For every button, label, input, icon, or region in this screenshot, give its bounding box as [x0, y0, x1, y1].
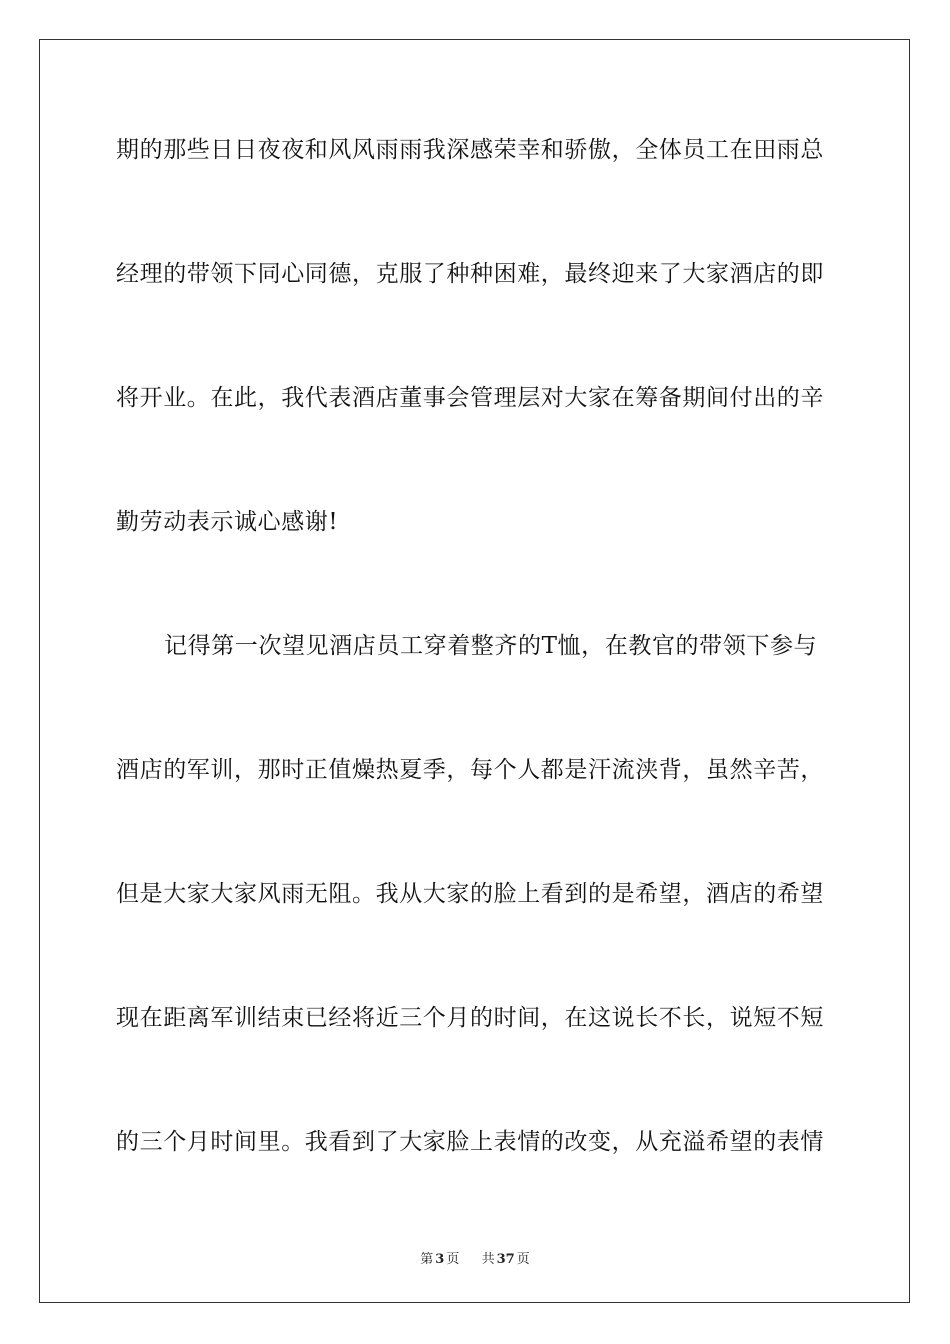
document-body	[116, 120, 836, 1236]
text-line: 酒店的军训，那时正值燥热夏季，每个人都是汗流浃背，虽然辛苦，	[116, 757, 824, 783]
paragraph-first-line: 记得第一次望见酒店员工穿着整齐的T恤，在教官的带领下参与	[164, 633, 818, 659]
text-line: 但是大家大家风雨无阻。我从大家的脸上看到的是希望，酒店的希望	[116, 881, 824, 907]
page-suffix: 页	[446, 1252, 460, 1267]
page-number: 3	[435, 1252, 445, 1267]
text-line: 期的那些日日夜夜和风风雨雨我深感荣幸和骄傲，全体员工在田雨总	[116, 137, 824, 163]
page-footer	[0, 1248, 950, 1267]
text-line: 现在距离军训结束已经将近三个月的时间，在这说长不长，说短不短	[116, 1005, 824, 1031]
text-line: 勤劳动表示诚心感谢!	[116, 509, 339, 535]
page-prefix: 第	[420, 1252, 434, 1267]
total-suffix: 页	[516, 1252, 530, 1267]
total-prefix: 共	[481, 1252, 495, 1267]
text-line: 的三个月时间里。我看到了大家脸上表情的改变，从充溢希望的表情	[116, 1129, 824, 1155]
total-pages: 37	[496, 1252, 515, 1267]
text-line: 经理的带领下同心同德，克服了种种困难，最终迎来了大家酒店的即	[116, 261, 824, 287]
text-line: 将开业。在此，我代表酒店董事会管理层对大家在筹备期间付出的辛	[116, 385, 824, 411]
